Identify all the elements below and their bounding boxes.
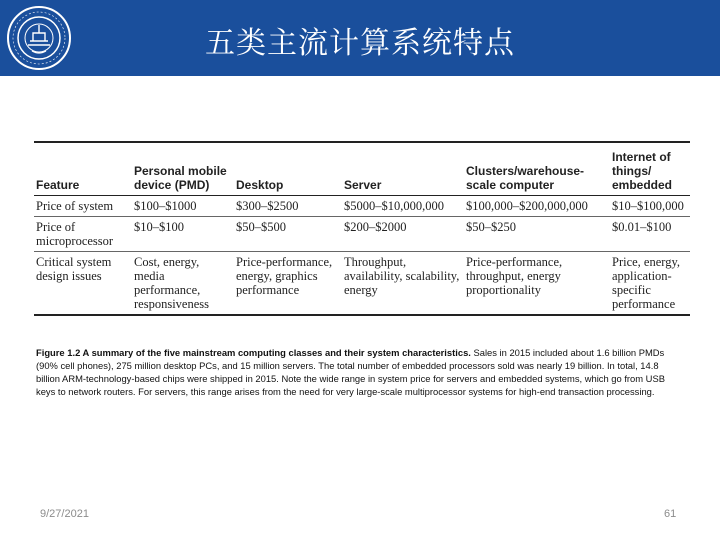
table-cell: $0.01–$100	[610, 217, 690, 252]
slide-header	[0, 0, 720, 76]
table-row	[34, 252, 690, 316]
table-cell: Price of microprocessor	[34, 217, 132, 252]
column-header: Clusters/warehouse-scale computer	[464, 142, 610, 196]
page-number: 61	[664, 508, 677, 520]
table-cell: Price-performance, energy, graphics performance	[234, 252, 342, 316]
table-cell: Price-performance, throughput, energy proportionality	[464, 252, 610, 316]
caption-text: Sales in 2015 included about 1.6 billion PMDs (90% cell phones), 275 million desktop PCs, and 15 million servers. The total number of embedded processors sold was nearly 19 billion. In total, 14.8 billion ARM-technology-based chips were shipped in 2015. Note the wide range in system price for servers and embedded systems, which go from USB keys to network routers. For servers, this range arises from the need for very large-scale multiprocessor systems for high-end transaction processing.	[36, 347, 665, 397]
column-header: Internet of things/ embedded	[610, 142, 690, 196]
table-cell: $100–$1000	[134, 199, 197, 213]
column-header: Feature	[34, 142, 132, 196]
table-cell: $200–$2000	[342, 217, 464, 252]
column-header: Desktop	[234, 142, 342, 196]
table-cell: $10–$100	[132, 217, 234, 252]
table-cell: Price, energy, application-specific performance	[610, 252, 690, 316]
column-header: Personal mobile device (PMD)	[132, 142, 234, 196]
table-cell: $5000–$10,000,000	[344, 199, 444, 213]
caption-title: Figure 1.2 A summary of the five mainstream computing classes and their system characteristics.	[36, 347, 471, 358]
table-cell: Price of system	[36, 199, 114, 213]
figure-caption	[36, 346, 684, 398]
table-cell: $300–$2500	[236, 199, 299, 213]
table-row	[34, 217, 690, 252]
slide-date: 9/27/2021	[40, 508, 89, 520]
column-header: Server	[342, 142, 464, 196]
table-cell: $50–$250	[464, 217, 610, 252]
table-cell: Critical system design issues	[34, 252, 132, 316]
table-row	[34, 196, 690, 217]
table-cell: Cost, energy, media performance, responsiveness	[132, 252, 234, 316]
slide-title: 五类主流计算系统特点	[205, 26, 515, 61]
table-header-row	[34, 142, 690, 196]
table-cell: Throughput, availability, scalability, energy	[342, 252, 464, 316]
table-cell: $50–$500	[234, 217, 342, 252]
table-cell: $100,000–$200,000,000	[466, 199, 588, 213]
table-cell: $10–$100,000	[612, 199, 684, 213]
computing-classes-table	[34, 141, 690, 316]
